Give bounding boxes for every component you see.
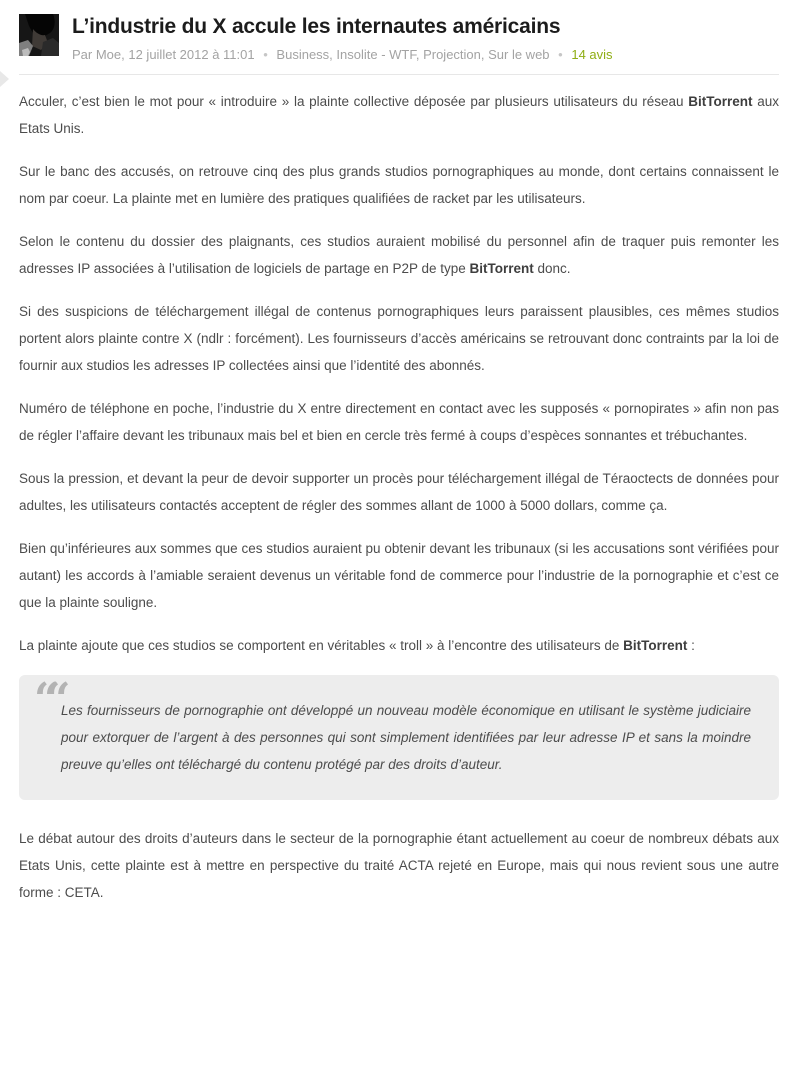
paragraph-text: Bien qu’inférieures aux sommes que ces studios auraient pu obtenir devant les tribunaux (si les accusations sont vérifiées pour autant) les accords à l’amiable seraient devenus un véritable fond de commerce pour l’industrie de la pornographie et c’est ce que la plainte souligne. [19,541,779,611]
paragraph-text: Selon le contenu du dossier des plaignants, ces studios auraient mobilisé du personnel afin de traquer puis remonter les adresses IP associées à l’utilisation de logiciels de partage en P2P de type [19,234,779,277]
paragraph-text: donc. [533,261,571,277]
paragraph-text: : [687,638,695,654]
paragraph-text: La plainte ajoute que ces studios se comportent en véritables « troll » à l’encontre des utilisateurs de [19,638,624,654]
article-blockquote [19,675,779,800]
header-text [72,14,779,62]
byline-separator-icon: • [263,47,268,63]
article-paragraph [19,465,779,519]
paragraph-text: aux Etats Unis. [19,94,779,137]
byline-author-date: Par Moe, 12 juillet 2012 à 11:01 [72,47,255,63]
paragraph-text: Numéro de téléphone en poche, l’industrie du X entre directement en contact avec les supposés « pornopirates » afin non pas de régler l’affaire devant les tribunaux mais bel et bien en cercle très fermé à coups d’espèces sonnantes et trébuchantes. [19,401,779,444]
quote-text: Les fournisseurs de pornographie ont développé un nouveau modèle économique en utilisant le système judiciaire pour extorquer de l’argent à des personnes qui sont simplement identifiées par leur adresse IP et sans la moindre preuve qu’elles ont téléchargé du contenu protégé par des droits d’auteur. [61,703,751,773]
article-paragraph [19,88,779,142]
article-byline [72,47,779,62]
article-paragraph [19,228,779,282]
article-paragraph [19,158,779,212]
paragraph-bold-text: BitTorrent [469,261,534,277]
article-paragraph [19,298,779,379]
comments-link[interactable]: 14 avis [571,47,613,63]
article-paragraph [19,395,779,449]
paragraph-bold-text: BitTorrent [623,638,688,654]
avatar-photo-icon [19,14,59,56]
article-paragraph [19,825,779,906]
article-header [0,0,798,62]
author-avatar[interactable] [19,14,59,56]
article-title[interactable]: L’industrie du X accule les internautes américains [72,15,561,38]
byline-separator-icon: • [558,47,563,63]
article-paragraph [19,535,779,616]
paragraph-text: Sur le banc des accusés, on retrouve cinq des plus grands studios pornographiques au monde, dont certains connaissent le nom par coeur. La plainte met en lumière des pratiques qualifiées de racket par les utilisateurs. [19,164,779,207]
byline-categories[interactable]: Business, Insolite - WTF, Projection, Sur le web [276,47,550,63]
paragraph-text: Sous la pression, et devant la peur de devoir supporter un procès pour téléchargement illégal de Téraoctects de données pour adultes, les utilisateurs contactés acceptent de régler des sommes allant de 1000 à 5000 dollars, comme ça. [19,471,779,514]
article-body [0,75,798,906]
paragraph-text: Le débat autour des droits d’auteurs dans le secteur de la pornographie étant actuellement au coeur de nombreux débats aux Etats Unis, cette plainte est à mettre en perspective du traité ACTA rejeté en Europe, mais qui nous revient sous une autre forme : CETA. [19,831,779,901]
paragraph-text: Si des suspicions de téléchargement illégal de contenus pornographiques leurs paraissent plausibles, ces mêmes studios portent alors plainte contre X (ndlr : forcément). Les fournisseurs d’accès américains se retrouvant donc contraints par la loi de fournir aux studios les adresses IP collectées ainsi que l’identité des abonnés. [19,304,779,374]
quote-icon: ““ [34,674,57,726]
paragraph-bold-text: BitTorrent [688,94,753,110]
article-paragraph [19,632,779,659]
side-nav-arrow-icon[interactable] [0,71,9,87]
paragraph-text: Acculer, c’est bien le mot pour « introduire » la plainte collective déposée par plusieurs utilisateurs du réseau [19,94,689,110]
